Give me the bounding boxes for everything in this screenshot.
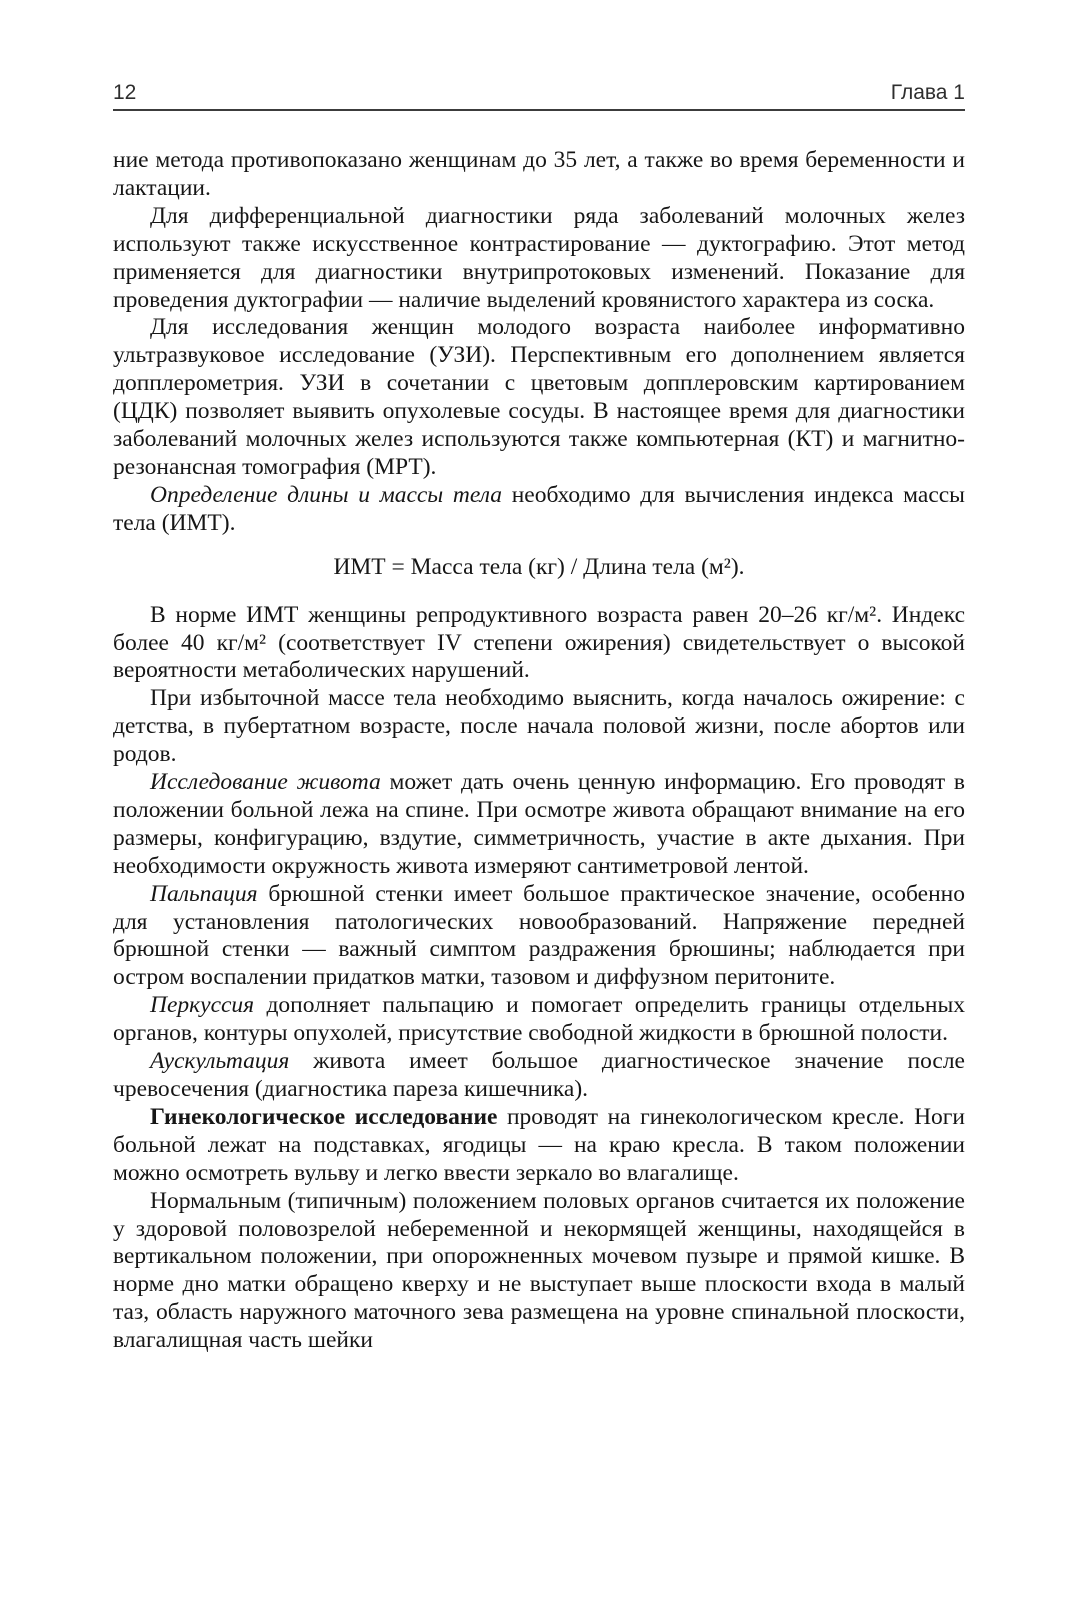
term-gynecological-exam: Гинекологическое исследование (150, 1103, 498, 1130)
paragraph-normal-position: Нормальным (типичным) положением половых органов считается их положение у здоровой половозрелой небеременной и некормящей женщины, находящейся в вертикальном положении, при опорожненных мочевом пузыре и прямой кишке. В норме дно матки обращено кверху и не выступает выше плоскости входа в малый таз, область наружного маточного зева размещена на уровне спинальной плоскости, влагалищная часть шейки (113, 1187, 965, 1354)
page-number: 12 (113, 81, 137, 104)
paragraph-bmi-norms: В норме ИМТ женщины репродуктивного возраста равен 20–26 кг/м². Индекс более 40 кг/м² (соответствует IV степени ожирения) свидетельствует о высокой вероятности метаболических нарушений. (113, 601, 965, 684)
paragraph-continuation: ние метода противопоказано женщинам до 35 лет, а также во время беременности и лактации. (113, 147, 965, 201)
term-abdomen-exam: Исследование живота (150, 769, 381, 796)
page-header (113, 82, 965, 111)
paragraph-abdomen-exam: Исследование живота может дать очень ценную информацию. Его проводят в положении больной лежа на спине. При осмотре живота обращают внимание на его размеры, конфигурацию, вздутие, симметричность, участие в акте дыхания. При необходимости окружность живота измеряют сантиметровой лентой. (113, 769, 965, 879)
bmi-formula: ИМТ = Масса тела (кг) / Длина тела (м²). (333, 553, 745, 580)
paragraph-gynecological-exam: Гинекологическое исследование проводят на гинекологическом кресле. Ноги больной лежат на подставках, ягодицы — на краю кресла. В таком положении можно осмотреть вульву и легко ввести зеркало во влагалище. (113, 1103, 966, 1186)
paragraph-palpation: Пальпация брюшной стенки имеет большое практическое значение, особенно для установления патологических новообразований. Напряжение передней брюшной стенки — важный симптом раздражения брюшины; наблюдается при остром воспалении придатков матки, тазовом и диффузном перитоните. (113, 880, 965, 991)
text-block (113, 147, 965, 1355)
term-palpation: Пальпация (150, 880, 258, 907)
paragraph-obesity-history: При избыточной массе тела необходимо выяснить, когда началось ожирение: с детства, в пубертатном возрасте, после начала половой жизни, после абортов или родов. (113, 685, 965, 768)
paragraph-percussion: Перкуссия дополняет пальпацию и помогает определить границы отдельных органов, контуры опухолей, присутствие свободной жидкости в брюшной полости. (113, 992, 965, 1047)
paragraph-ultrasound: Для исследования женщин молодого возраста наиболее информативно ультразвуковое исследование (УЗИ). Перспективным его дополнением является допплерометрия. УЗИ в сочетании с цветовым допплеровским картированием (ЦДК) позволяет выявить опухолевые сосуды. В настоящее время для диагностики заболеваний молочных желез используются также компьютерная (КТ) и магнитно-резонансная томография (МРТ). (113, 314, 965, 480)
paragraph-auscultation: Аускультация живота имеет большое диагностическое значение после чревосечения (диагностика пареза кишечника). (113, 1048, 965, 1102)
paragraph-ductography: Для дифференциальной диагностики ряда заболеваний молочных желез используют также искусственное контрастирование — дуктографию. Этот метод применяется для диагностики внутрипротоковых изменений. Показание для проведения дуктографии — наличие выделений кровянистого характера из соска. (113, 202, 965, 313)
term-percussion: Перкуссия (150, 992, 255, 1019)
chapter-label: Глава 1 (890, 81, 965, 104)
paragraph-body-measurement: Определение длины и массы тела необходимо для вычисления индекса массы тела (ИМТ). (113, 481, 965, 536)
term-auscultation: Аускультация (150, 1048, 290, 1075)
term-body-length-mass: Определение длины и массы тела (150, 481, 503, 508)
